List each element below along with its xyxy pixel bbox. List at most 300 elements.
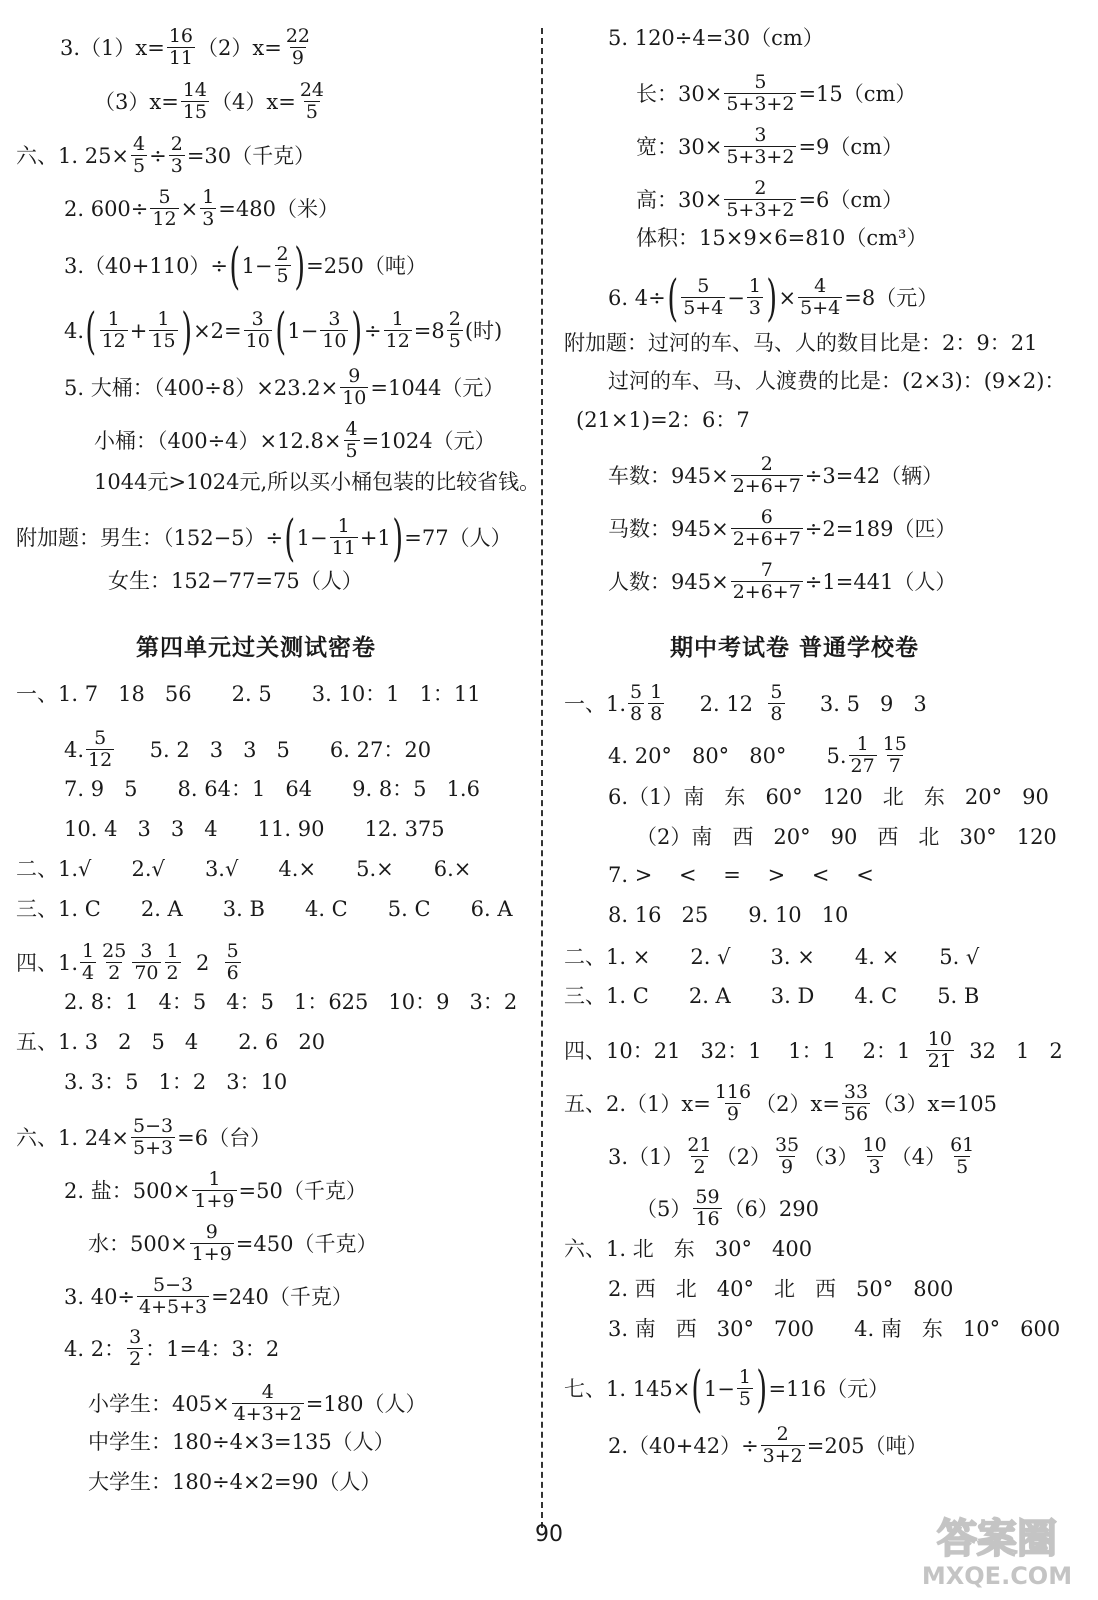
text-run: =8 <box>413 318 445 343</box>
text-run: 4. <box>64 737 85 762</box>
numerator: 7 <box>760 559 773 581</box>
fraction <box>190 1223 234 1264</box>
denominator: 8 <box>630 703 643 725</box>
text-run: 马数：945× <box>608 516 729 541</box>
watermark-bottom: MXQE.COM <box>921 1562 1073 1590</box>
text-run: 五、1. 3 2 5 4 2. 6 20 <box>16 1030 326 1054</box>
text-run: （3） <box>803 1144 859 1169</box>
left-line-10 <box>16 508 512 567</box>
right-line-17 <box>608 862 874 888</box>
numerator: 16 <box>168 25 194 47</box>
fraction <box>724 73 796 114</box>
fraction <box>926 1030 954 1071</box>
left-line-4 <box>64 188 339 229</box>
denominator: 11 <box>168 47 194 69</box>
numerator: 25 <box>102 940 127 962</box>
fraction <box>948 1136 976 1177</box>
text-run: =50（千克） <box>238 1178 367 1203</box>
denominator: 5 <box>305 101 318 123</box>
text-run: =180（人） <box>305 1391 427 1416</box>
numerator: 5−3 <box>133 1115 174 1137</box>
fraction <box>167 27 195 68</box>
text-run: =1024（元） <box>361 428 496 453</box>
fraction <box>86 729 114 770</box>
right-line-12 <box>608 561 956 602</box>
denominator: 6 <box>226 962 239 984</box>
fraction <box>131 135 147 176</box>
denominator: 70 <box>134 962 159 984</box>
section-heading-unit4: 第四单元过关测试密卷 <box>136 635 376 661</box>
numerator: 22 <box>285 25 311 47</box>
text-run: 女生：152−77=75（人） <box>108 569 363 593</box>
fraction <box>131 1117 175 1158</box>
right-line-22 <box>564 1083 997 1124</box>
text-run: （5） <box>636 1196 692 1221</box>
denominator: 5 <box>133 155 146 177</box>
text-run: 附加题：过河的车、马、人的数目比是：2：9：21 <box>564 331 1038 355</box>
denominator: 3 <box>748 297 761 319</box>
denominator: 10 <box>322 330 347 352</box>
fraction <box>150 188 178 229</box>
text-run: 四、1. <box>16 950 79 975</box>
denominator: 3 <box>170 155 183 177</box>
text-run: 1− <box>703 1376 735 1401</box>
right-line-23 <box>608 1136 978 1177</box>
big-paren: ( <box>85 301 97 360</box>
text-run: 3. 3：5 1：2 3：10 <box>64 1070 288 1094</box>
text-run: （3）x=105 <box>872 1091 997 1116</box>
text-run: ÷ <box>364 318 382 343</box>
text-run: 过河的车、马、人渡费的比是：(2×3)：(9×2)： <box>608 369 1066 393</box>
numerator: 2 <box>760 453 773 475</box>
text-run: ÷ <box>149 143 167 168</box>
denominator: 1+9 <box>194 1190 235 1212</box>
right-line-29 <box>608 1425 927 1466</box>
text-run: +1 <box>359 525 391 550</box>
left-line-16 <box>16 856 471 882</box>
denominator: 9 <box>726 1103 740 1125</box>
text-run: =77（人） <box>404 525 512 550</box>
big-paren: ) <box>180 301 192 360</box>
text-run: 人数：945× <box>608 569 729 594</box>
numerator: 1 <box>82 940 95 962</box>
text-run: ×2= <box>193 318 242 343</box>
denominator: 2+6+7 <box>732 581 801 603</box>
denominator: 9 <box>781 1156 794 1178</box>
fraction <box>842 1083 870 1124</box>
text-run: 3. 南 西 30° 700 4. 南 东 10° 600 <box>608 1317 1061 1341</box>
text-run: （2） <box>715 1144 771 1169</box>
left-line-29 <box>88 1469 381 1495</box>
text-run: 5. 2 3 3 5 6. 27：20 <box>116 737 432 762</box>
text-run: × <box>778 285 797 310</box>
denominator: 10 <box>342 387 367 409</box>
text-run: 六、1. 25× <box>16 143 130 168</box>
denominator: 5+4 <box>800 297 841 319</box>
right-line-2 <box>636 73 916 114</box>
right-line-11 <box>608 508 956 549</box>
right-line-27 <box>608 1316 1060 1342</box>
numerator: 3 <box>251 308 264 330</box>
right-line-19 <box>564 944 979 970</box>
left-line-2 <box>94 81 328 122</box>
left-line-7 <box>64 367 504 408</box>
text-run: （2）x= <box>755 1091 840 1116</box>
big-paren: ( <box>275 301 286 360</box>
text-run: 3.（1） <box>608 1144 684 1169</box>
right-line-10 <box>608 455 943 496</box>
text-run: 2 <box>182 950 223 975</box>
numerator: 4 <box>814 275 827 297</box>
text-run: =6（cm） <box>798 187 904 212</box>
fraction <box>137 1276 209 1317</box>
text-run: 1044元>1024元,所以买小桶包装的比较省钱。 <box>94 470 541 494</box>
fraction <box>100 310 128 351</box>
numerator: 5 <box>697 275 710 297</box>
fraction <box>773 1136 801 1177</box>
text-run: (时) <box>464 318 503 343</box>
fraction <box>340 367 368 408</box>
text-run: 三、1. C 2. A 3. B 4. C 5. C 6. A <box>16 897 513 921</box>
numerator: 5 <box>226 940 239 962</box>
numerator: 9 <box>205 1221 218 1243</box>
right-line-5 <box>636 225 927 251</box>
fraction <box>881 735 909 776</box>
denominator: 2 <box>693 1156 706 1178</box>
numerator: 2 <box>754 177 767 199</box>
denominator: 5 <box>448 330 461 352</box>
big-paren: ) <box>294 236 305 295</box>
right-line-6 <box>608 268 939 327</box>
text-run: =205（吨） <box>806 1433 928 1458</box>
fraction <box>149 310 177 351</box>
left-line-12 <box>16 681 481 707</box>
numerator: 35 <box>774 1134 800 1156</box>
denominator: 4+3+2 <box>233 1403 302 1425</box>
text-run: 10. 4 3 3 4 11. 90 12. 375 <box>64 817 445 841</box>
denominator: 5 <box>276 265 289 287</box>
fraction <box>724 179 796 220</box>
fraction <box>192 1170 236 1211</box>
fraction <box>447 310 463 351</box>
numerator: 5 <box>770 681 783 703</box>
right-line-15 <box>608 784 1049 810</box>
text-run: =6（台） <box>177 1125 272 1150</box>
big-paren: ) <box>766 268 778 327</box>
text-run: 水：500× <box>88 1231 188 1256</box>
column-divider <box>541 28 543 1528</box>
fraction <box>384 310 412 351</box>
fraction <box>225 942 241 983</box>
text-run: 7. > < = > < < <box>608 863 874 887</box>
big-paren: ( <box>691 1359 703 1418</box>
denominator: 5 <box>738 1388 751 1410</box>
text-run: 小学生：405× <box>88 1391 230 1416</box>
text-run: （2）南 西 20° 90 西 北 30° 120 <box>636 825 1057 849</box>
text-run: 2. 盐：500× <box>64 1178 191 1203</box>
numerator: 1 <box>856 733 869 755</box>
text-run: 6.（1）南 东 60° 120 北 东 20° 90 <box>608 785 1049 809</box>
big-paren: ( <box>284 508 296 567</box>
fraction <box>330 517 358 558</box>
left-line-11 <box>108 568 363 594</box>
numerator: 10 <box>927 1028 952 1050</box>
numerator: 4 <box>345 418 358 440</box>
denominator: 8 <box>650 703 663 725</box>
denominator: 2 <box>108 962 121 984</box>
left-line-27 <box>88 1383 426 1424</box>
text-run: 6. 4÷ <box>608 285 666 310</box>
numerator: 61 <box>950 1134 975 1156</box>
right-line-4 <box>636 179 903 220</box>
text-run: ÷2=189（匹） <box>804 516 957 541</box>
denominator: 10 <box>245 330 270 352</box>
numerator: 1 <box>166 940 179 962</box>
right-line-3 <box>636 126 903 167</box>
denominator: 21 <box>927 1050 952 1072</box>
fraction <box>232 1383 304 1424</box>
denominator: 5+3+2 <box>726 199 795 221</box>
numerator: 1 <box>738 1366 751 1388</box>
denominator: 2+6+7 <box>732 475 801 497</box>
text-run: 5. 120÷4=30（cm） <box>608 26 824 50</box>
text-run: ÷1=441（人） <box>804 569 957 594</box>
text-run: − <box>727 285 745 310</box>
fraction <box>761 1425 805 1466</box>
left-line-14 <box>64 776 480 802</box>
text-run: 5. 大桶：（400÷8）×23.2× <box>64 375 339 400</box>
watermark-top: 答案圈 <box>937 1516 1057 1562</box>
right-line-9 <box>576 407 750 433</box>
left-line-18 <box>16 942 243 983</box>
left-line-22 <box>16 1117 271 1158</box>
numerator: 5 <box>158 186 171 208</box>
denominator: 15 <box>151 330 176 352</box>
text-run: 高：30× <box>636 187 723 212</box>
text-run: =30（千克） <box>186 143 316 168</box>
text-run: 3. 40÷ <box>64 1284 136 1309</box>
fraction <box>169 135 185 176</box>
numerator: 9 <box>348 365 361 387</box>
page-number: 90 <box>535 1522 563 1547</box>
numerator: 1 <box>391 308 404 330</box>
fraction <box>320 310 348 351</box>
right-line-14 <box>608 735 911 776</box>
text-run: 附加题：男生：（152−5）÷ <box>16 525 284 550</box>
left-line-15 <box>64 816 445 842</box>
text-run: 8. 16 25 9. 10 10 <box>608 903 849 927</box>
fraction <box>693 1188 721 1229</box>
text-run: 车数：945× <box>608 463 729 488</box>
right-line-18 <box>608 902 848 928</box>
fraction <box>100 942 128 983</box>
denominator: 15 <box>182 101 207 123</box>
numerator: 2 <box>776 1423 789 1445</box>
numerator: 1 <box>748 275 761 297</box>
numerator: 3 <box>129 1326 142 1348</box>
numerator: 116 <box>714 1081 752 1103</box>
text-run: 大学生：180÷4×2=90（人） <box>88 1470 382 1494</box>
denominator: 11 <box>331 537 356 559</box>
left-line-3 <box>16 135 315 176</box>
text-run: 四、10：21 32：1 1：1 2：1 <box>564 1038 924 1063</box>
fraction <box>165 942 181 983</box>
fraction <box>747 277 763 318</box>
fraction <box>768 683 784 724</box>
text-run: =1044（元） <box>370 375 505 400</box>
text-run: 32 1 2 <box>955 1038 1063 1063</box>
numerator: 1 <box>650 681 663 703</box>
denominator: 12 <box>385 330 410 352</box>
text-run: 二、1.√ 2.√ 3.√ 4.× 5.× 6.× <box>16 857 472 881</box>
denominator: 27 <box>850 755 875 777</box>
text-run: 1− <box>287 318 319 343</box>
left-line-9 <box>94 469 540 495</box>
text-run: 二、1. × 2. √ 3. × 4. × 5. √ <box>564 945 980 969</box>
numerator: 59 <box>695 1186 720 1208</box>
text-run: 3.（1）x= <box>60 35 165 60</box>
text-run: =480（米） <box>218 196 339 221</box>
big-paren: ( <box>667 268 678 327</box>
numerator: 24 <box>299 79 324 101</box>
right-line-16 <box>636 824 1057 850</box>
text-run: ÷3=42（辆） <box>804 463 944 488</box>
denominator: 4 <box>82 962 95 984</box>
text-run: 长：30× <box>636 81 723 106</box>
denominator: 5 <box>956 1156 969 1178</box>
left-line-6 <box>64 301 503 360</box>
text-run: 体积：15×9×6=810（cm³） <box>636 226 928 250</box>
text-run: 一、1. <box>564 691 627 716</box>
fraction <box>80 942 96 983</box>
text-run: 宽：30× <box>636 134 723 159</box>
numerator: 1 <box>337 515 350 537</box>
numerator: 1 <box>208 1168 221 1190</box>
numerator: 2 <box>170 133 183 155</box>
left-line-26 <box>64 1328 279 1369</box>
left-line-21 <box>64 1069 287 1095</box>
fraction <box>737 1368 753 1409</box>
numerator: 2 <box>448 308 461 330</box>
right-line-8 <box>608 368 1065 394</box>
text-run: 2. 西 北 40° 北 西 50° 800 <box>608 1277 954 1301</box>
text-run: 4. <box>64 318 85 343</box>
denominator: 1+9 <box>191 1243 232 1265</box>
text-run: 小桶：（400÷4）×12.8× <box>94 428 342 453</box>
numerator: 3 <box>140 940 153 962</box>
text-run: =240（千克） <box>211 1284 353 1309</box>
denominator: 12 <box>88 749 113 771</box>
text-run: 中学生：180÷4×3=135（人） <box>88 1430 395 1454</box>
denominator: 2+6+7 <box>732 528 801 550</box>
left-line-25 <box>64 1276 353 1317</box>
text-run: ：1=4：3：2 <box>145 1336 280 1361</box>
fraction <box>200 188 216 229</box>
denominator: 5+3+2 <box>726 146 795 168</box>
fraction <box>298 81 326 122</box>
text-run: + <box>129 318 148 343</box>
numerator: 21 <box>687 1134 712 1156</box>
denominator: 56 <box>843 1103 869 1125</box>
right-line-1 <box>608 25 824 51</box>
right-line-25 <box>564 1236 812 1262</box>
right-line-7 <box>564 330 1037 356</box>
left-line-19 <box>64 989 517 1015</box>
denominator: 9 <box>291 47 304 69</box>
numerator: 2 <box>276 243 289 265</box>
text-run: （4）x= <box>211 89 296 114</box>
numerator: 5 <box>754 71 767 93</box>
left-line-24 <box>88 1223 377 1264</box>
fraction <box>284 27 312 68</box>
denominator: 3 <box>202 208 215 230</box>
fraction <box>275 245 291 286</box>
numerator: 6 <box>760 506 773 528</box>
denominator: 8 <box>770 703 783 725</box>
left-line-20 <box>16 1029 325 1055</box>
denominator: 12 <box>101 330 126 352</box>
fraction <box>731 561 803 602</box>
text-run: 2.（40+42）÷ <box>608 1433 759 1458</box>
text-run: （3）x= <box>94 89 179 114</box>
numerator: 4 <box>133 133 146 155</box>
big-paren: ) <box>756 1359 768 1418</box>
text-run: =8（元） <box>844 285 939 310</box>
text-run: 三、1. C 2. A 3. D 4. C 5. B <box>564 984 980 1008</box>
fraction <box>798 277 842 318</box>
fraction <box>181 81 209 122</box>
numerator: 14 <box>182 79 207 101</box>
text-run: 2. 8：1 4：5 4：5 1：625 10：9 3：2 <box>64 990 518 1014</box>
text-run: × <box>180 196 199 221</box>
left-line-28 <box>88 1429 395 1455</box>
fraction <box>344 420 360 461</box>
right-line-24 <box>636 1188 819 1229</box>
text-run: 六、1. 24× <box>16 1125 130 1150</box>
text-run: =9（cm） <box>798 134 904 159</box>
text-run: （6）290 <box>723 1196 820 1221</box>
big-paren: ( <box>229 236 241 295</box>
fraction <box>731 508 803 549</box>
text-run: 一、1. 7 18 56 2. 5 3. 10：1 1：11 <box>16 682 481 706</box>
text-run: （4） <box>890 1144 947 1169</box>
left-line-8 <box>94 420 496 461</box>
left-line-23 <box>64 1170 367 1211</box>
text-run: 2. 600÷ <box>64 196 149 221</box>
fraction <box>861 1136 889 1177</box>
text-run: 1− <box>241 253 273 278</box>
right-line-21 <box>564 1030 1063 1071</box>
right-line-28 <box>564 1359 890 1418</box>
text-run: （2）x= <box>197 35 282 60</box>
numerator: 5−3 <box>153 1274 194 1296</box>
numerator: 3 <box>754 124 767 146</box>
text-run: 4. 20° 80° 80° 5. <box>608 743 847 768</box>
denominator: 7 <box>888 755 901 777</box>
left-line-17 <box>16 896 513 922</box>
numerator: 3 <box>328 308 341 330</box>
text-run: =250（吨） <box>306 253 427 278</box>
denominator: 5 <box>345 440 358 462</box>
left-column <box>8 0 541 1540</box>
denominator: 2 <box>166 962 179 984</box>
right-line-20 <box>564 983 979 1009</box>
fraction <box>849 735 877 776</box>
text-run: =450（千克） <box>235 1231 378 1256</box>
denominator: 3 <box>868 1156 881 1178</box>
denominator: 4+5+3 <box>139 1296 208 1318</box>
text-run: 1− <box>296 525 328 550</box>
